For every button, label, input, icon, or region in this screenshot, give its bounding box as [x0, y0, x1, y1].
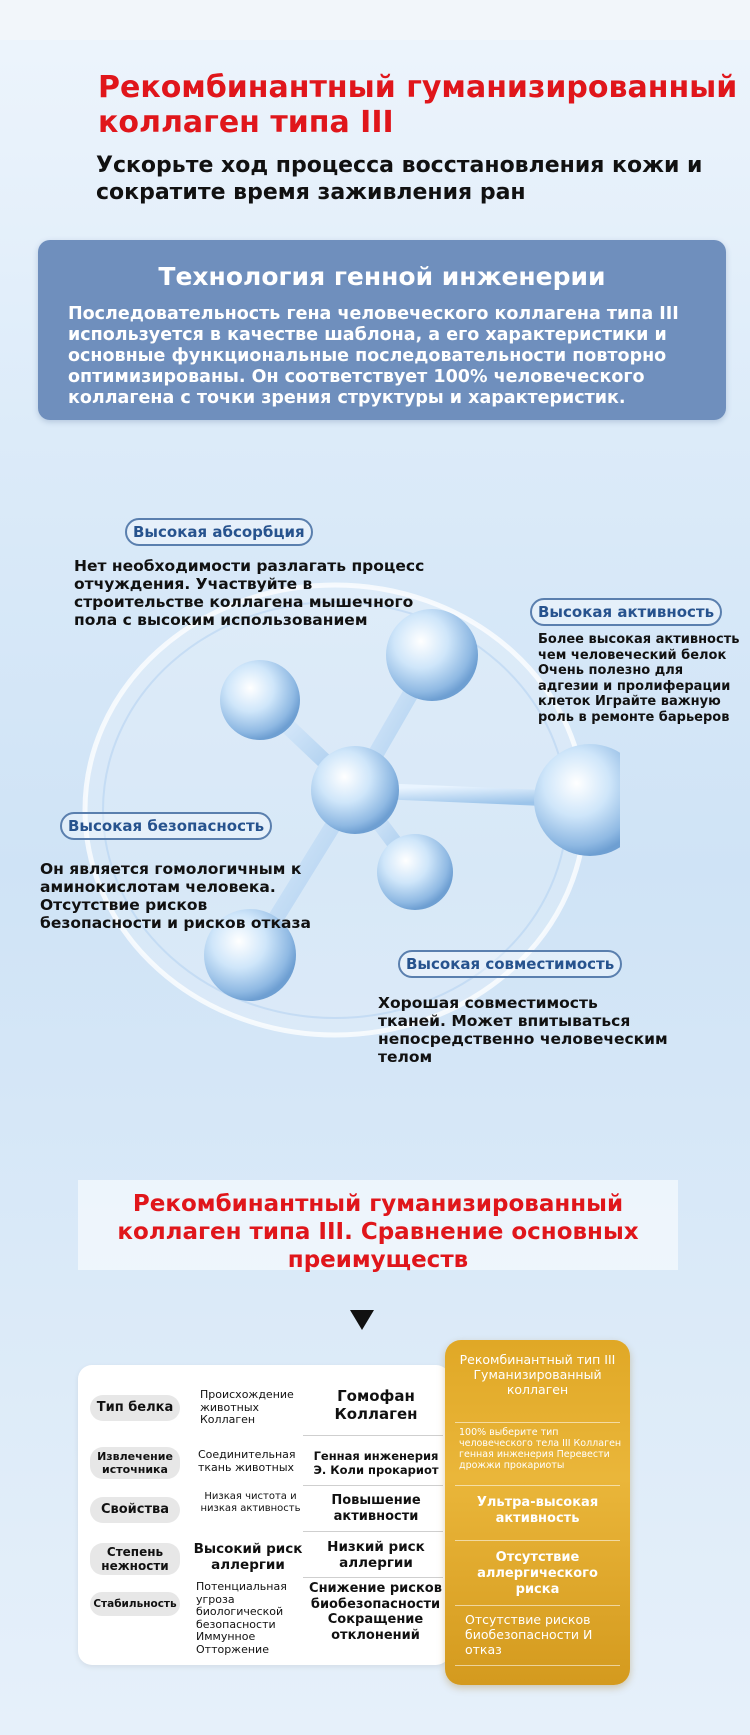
technology-title: Технология генной инженерии [158, 262, 606, 291]
divider [303, 1531, 443, 1532]
comparison-table [78, 1365, 450, 1665]
recombinant-source: 100% выберите тип человеческого тела III Коллаген генная инженерия Перевести дрожжи прокариоты [459, 1427, 622, 1471]
atom-top-left [220, 660, 300, 740]
animal-source: Соединительная ткань животных [198, 1448, 296, 1474]
high-activity-text: Более высокая активность чем человеческий белок Очень полезно для адгезии и пролиферации клеток Играйте важную роль в ремонте барьеров [538, 632, 740, 725]
atom-center [311, 746, 399, 834]
high-activity-badge: Высокая активность [530, 598, 722, 626]
high-absorption-badge: Высокая абсорбция [125, 518, 313, 546]
molecule-illustration [60, 560, 620, 1060]
high-safety-badge: Высокая безопасность [60, 812, 272, 840]
down-arrow-icon [350, 1310, 374, 1330]
technology-text: Последовательность гена человеческого коллагена типа III используется в качестве шаблона, а его характеристики и основные функциональные последовательности повторно оптимизированы. Он соответствует 100% человеческого коллагена с точки зрения структуры и характеристик. [68, 304, 679, 408]
row-label-properties: Свойства [90, 1497, 180, 1523]
homo-properties: Повышение активности [331, 1493, 421, 1524]
atom-bottom-small [377, 834, 453, 910]
recombinant-card [445, 1340, 630, 1685]
row-label-tenderness: Степень нежности [90, 1543, 180, 1575]
animal-stability: Потенциальная угроза биологической безопасности Иммунное Отторжение [196, 1580, 287, 1656]
homo-tenderness: Низкий риск аллергии [327, 1539, 425, 1571]
divider [455, 1485, 620, 1486]
divider [455, 1422, 620, 1423]
high-safety-text: Он является гомологичным к аминокислотам человека. Отсутствие рисков безопасности и рисков отказа [40, 860, 311, 932]
high-compatibility-badge: Высокая совместимость [398, 950, 622, 978]
row-label-protein-type: Тип белка [90, 1395, 180, 1421]
divider [455, 1605, 620, 1606]
high-compatibility-text: Хорошая совместимость тканей. Может впитываться непосредственно человеческим телом [378, 994, 668, 1066]
homo-stability: Снижение рисков биобезопасности Сокращение отклонений [309, 1581, 442, 1643]
animal-properties: Низкая чистота и низкая активность [200, 1491, 301, 1514]
animal-protein-type: Происхождение животных Коллаген [200, 1388, 294, 1426]
row-label-stability: Стабильность [90, 1592, 180, 1616]
divider [303, 1577, 443, 1578]
divider [303, 1435, 443, 1436]
animal-tenderness: Высокий риск аллергии [193, 1541, 303, 1573]
homo-source: Генная инженерия Э. Коли прокариот [313, 1449, 439, 1477]
divider [303, 1485, 443, 1486]
homo-protein-type: Гомофан Коллаген [334, 1387, 418, 1423]
row-label-source: Извлечение источника [90, 1447, 180, 1479]
divider [455, 1665, 620, 1666]
technology-box [38, 240, 726, 420]
page-subtitle: Ускорьте ход процесса восстановления кожи и сократите время заживления ран [96, 153, 703, 205]
recombinant-allergy: Отсутствие аллергического риска [477, 1550, 598, 1597]
high-absorption-text: Нет необходимости разлагать процесс отчуждения. Участвуйте в строительстве коллагена мышечного пола с высоким использованием [74, 557, 425, 629]
comparison-title: Рекомбинантный гуманизированный коллаген типа III. Сравнение основных преимуществ [117, 1191, 639, 1273]
divider [455, 1540, 620, 1541]
top-band [0, 0, 750, 40]
recombinant-biosafety: Отсутствие рисков биобезопасности И отказ [465, 1612, 593, 1657]
recombinant-header: Рекомбинантный тип III Гуманизированный коллаген [459, 1352, 616, 1397]
recombinant-activity: Ультра-высокая активность [476, 1495, 599, 1526]
page-title: Рекомбинантный гуманизированный коллаген типа III [98, 70, 738, 140]
